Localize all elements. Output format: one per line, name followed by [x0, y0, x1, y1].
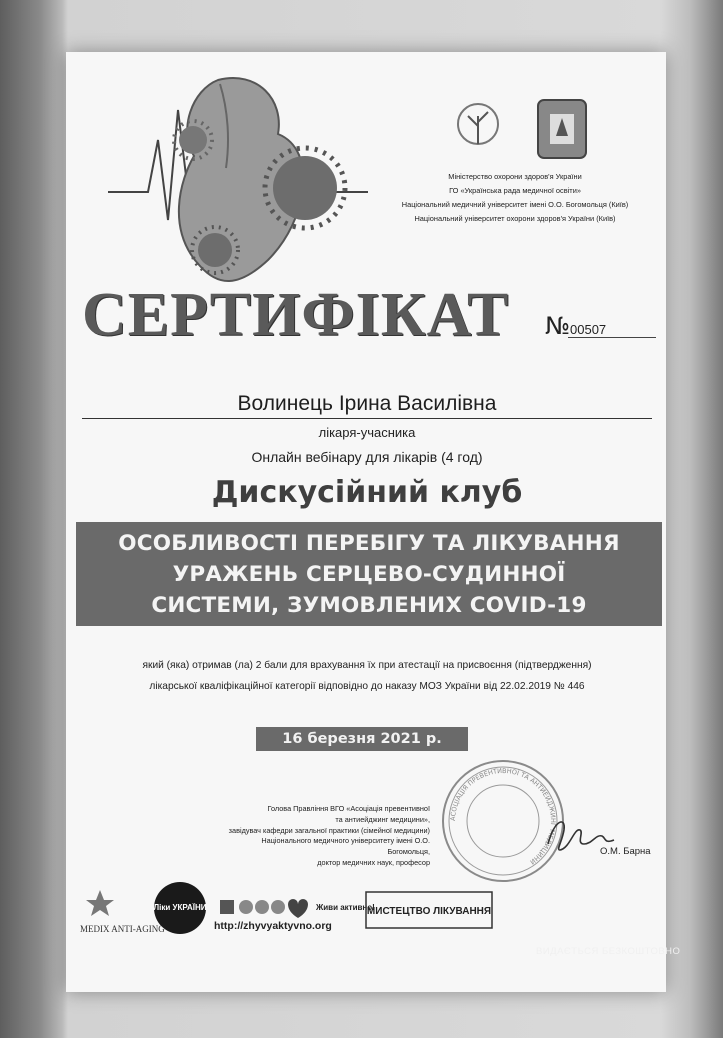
organization-line: Національний медичний університет імені О.О. Богомольця (Київ) [401, 200, 629, 209]
zhyvy-logo [220, 899, 375, 918]
footer-logos [80, 880, 600, 940]
topic-line: ОСОБЛИВОСТІ ПЕРЕБІГУ ТА ЛІКУВАННЯ [118, 531, 620, 556]
association-and-crest-logos [438, 96, 598, 166]
organizations-list [380, 170, 650, 226]
recipient-name: Волинець Ірина Василівна [82, 392, 652, 419]
event-description: Онлайн вебінару для лікарів (4 год) [251, 449, 483, 465]
signer-name: О.М. Барна [600, 846, 651, 857]
seal-text: АСОЦІАЦІЯ ПРЕВЕНТИВНОЇ ТА АНТИЕЙДЖИНГ МЕДИЦИНИ [448, 766, 558, 866]
number-label: № [545, 312, 570, 340]
topic-line: СИСТЕМИ, ЗУМОВЛЕНИХ COVID-19 [151, 593, 587, 618]
club-title: Дискусійний клуб [211, 475, 523, 510]
heart-virus-illustration [108, 70, 368, 300]
liky-logo [154, 882, 207, 934]
topic-band [76, 522, 662, 626]
signatory-line: Національного медичного університету імені О.О. Богомольця, [261, 836, 430, 857]
mystetstvo-text: МИСТЕЦТВО ЛІКУВАННЯ [366, 906, 492, 917]
credit-description [82, 655, 652, 697]
signatory-line: Голова Правління ВГО «Асоціація превентивної [267, 804, 430, 813]
signatory-title [222, 804, 430, 869]
organization-line: Міністерство охорони здоров'я України [448, 172, 582, 181]
organization-line: Національний університет охорони здоров'я України (Київ) [414, 214, 616, 223]
zhyvy-text: Живи активно! [316, 903, 375, 912]
issue-date: 16 березня 2021 р. [256, 727, 468, 751]
description-line: лікарської кваліфікаційної категорії відповідно до наказу МОЗ України від 22.02.2019 № 446 [149, 681, 585, 692]
liky-text: Ліки УКРАЇНИ [153, 903, 207, 912]
medix-logo [80, 890, 165, 934]
signatory-line: доктор медичних наук, професор [317, 857, 430, 867]
footer-url[interactable]: http://zhyvyaktyvno.org [214, 920, 332, 932]
topic-line: УРАЖЕНЬ СЕРЦЕВО-СУДИННОЇ [172, 562, 566, 587]
medix-text: MEDIX ANTI-AGING [80, 924, 165, 934]
organization-line: ГО «Українська рада медичної освіти» [449, 186, 581, 195]
mystetstvo-logo [366, 892, 492, 928]
recipient-role: лікаря-учасника [318, 425, 416, 440]
description-line: який (яка) отримав (ла) 2 бали для врахування їх при атестації на присвоєння (підтвердження) [142, 660, 592, 671]
signatory-line: та антиейджинг медицини», [335, 814, 430, 824]
signatory-line: завідувач кафедри загальної практики (сімейної медицини) [228, 825, 430, 835]
certificate-number: 00507 [568, 322, 656, 338]
certificate-title: СЕРТИФІКАТ [82, 281, 510, 349]
watermark: ВИДАЄТЬСЯ БЕЗКОШТОВНО [536, 946, 681, 957]
